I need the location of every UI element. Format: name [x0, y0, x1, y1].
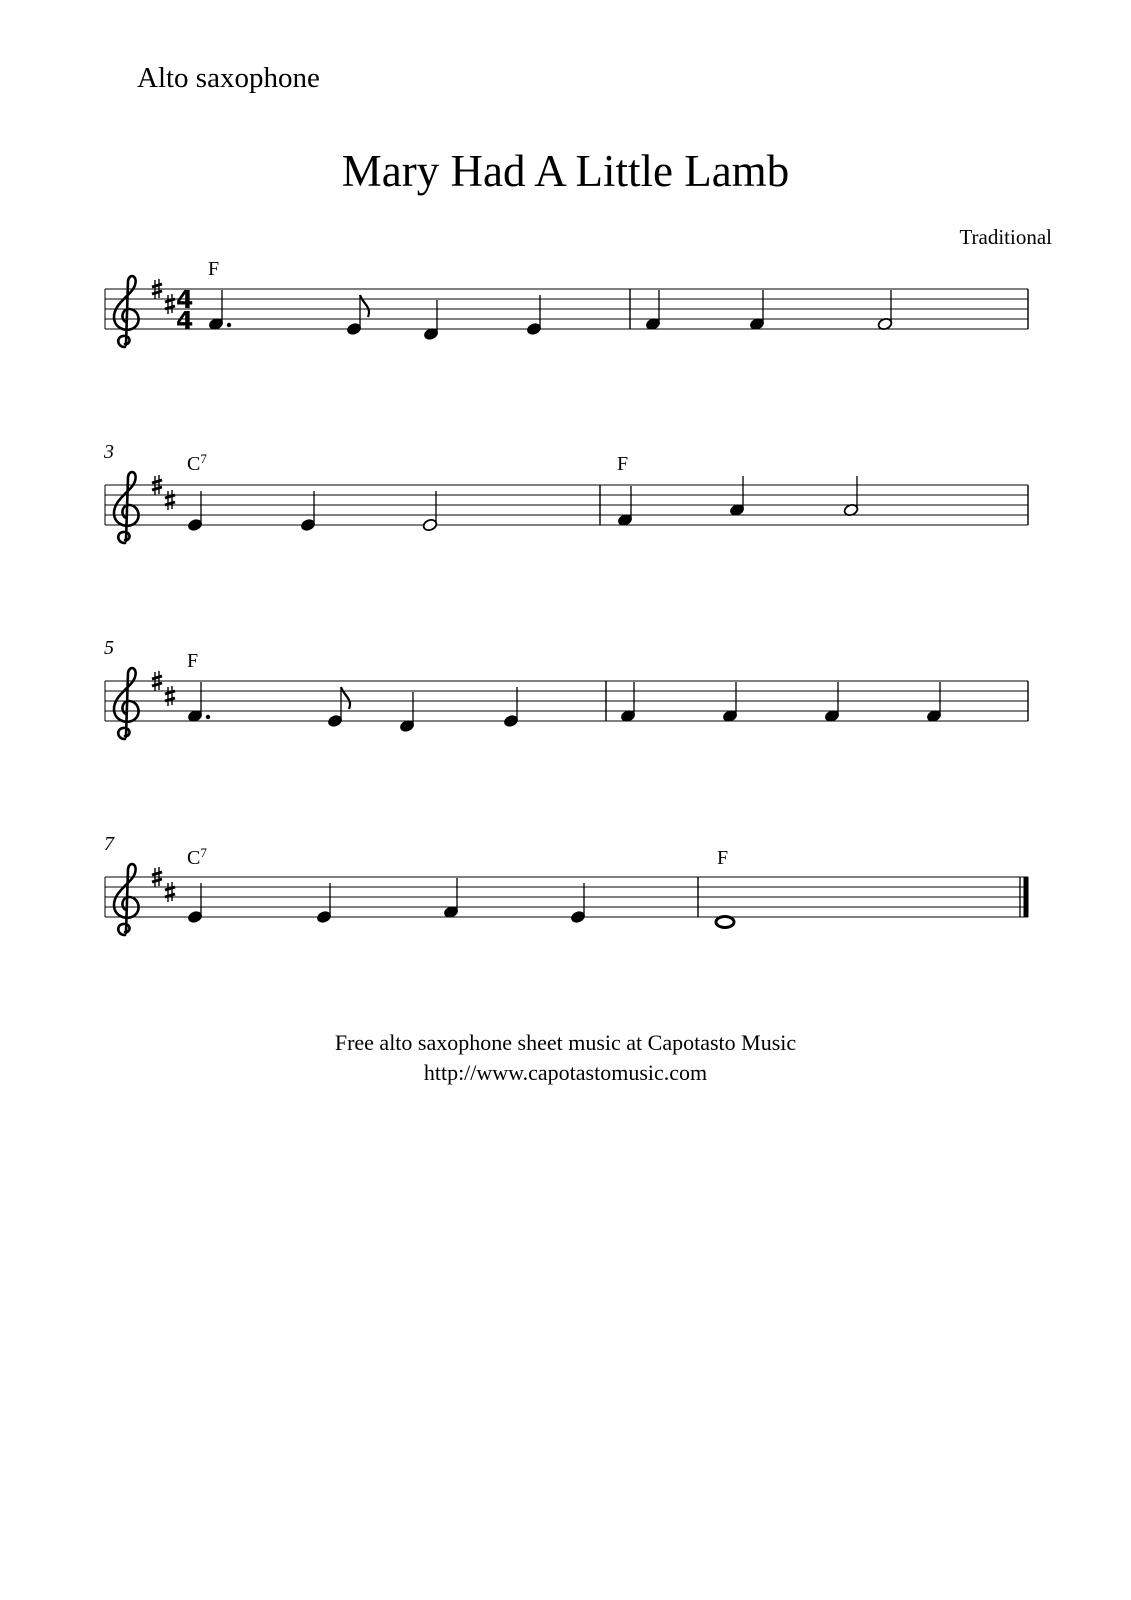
note-quarter	[423, 300, 439, 341]
page-title: Mary Had A Little Lamb	[341, 146, 790, 196]
note-quarter	[399, 692, 415, 733]
note-quarter	[926, 682, 942, 723]
sharp-bar	[152, 480, 162, 483]
chord-symbol: $C^7$	[187, 451, 207, 475]
sharp-bar	[152, 291, 162, 294]
note-quarter	[187, 491, 203, 532]
treble-clef-icon	[114, 864, 139, 935]
note-dotted-quarter	[208, 290, 231, 331]
chord-symbol: F	[208, 258, 220, 280]
note-quarter	[443, 878, 459, 919]
measure-number: 3	[104, 441, 114, 463]
footer-credit: Free alto saxophone sheet music at Capotasto Music	[334, 1030, 797, 1055]
measure-number: 5	[104, 637, 114, 659]
note-quarter	[570, 883, 586, 924]
sharp-icon	[165, 686, 175, 706]
augmentation-dot	[227, 323, 231, 327]
notehead	[716, 917, 734, 928]
note-half	[422, 491, 438, 532]
eighth-flag	[360, 295, 369, 317]
note-quarter	[187, 883, 203, 924]
note-whole	[716, 917, 734, 928]
sharp-bar	[152, 683, 162, 686]
note-dotted-quarter	[187, 682, 210, 723]
note-quarter	[316, 883, 332, 924]
note-eighth	[327, 687, 350, 728]
chord-symbol: F	[617, 453, 629, 475]
time-signature-bottom: 4	[176, 306, 194, 335]
note-half	[877, 290, 893, 331]
note-quarter	[300, 491, 316, 532]
augmentation-dot	[206, 715, 210, 719]
sharp-bar	[152, 872, 162, 875]
chord-symbol: F	[717, 847, 729, 869]
note-quarter	[824, 682, 840, 723]
sharp-icon	[165, 294, 175, 314]
time-signature-top: 4	[176, 285, 194, 314]
treble-clef-icon	[114, 276, 139, 347]
sharp-icon	[165, 490, 175, 510]
sharp-bar	[152, 487, 162, 490]
note-quarter	[620, 682, 636, 723]
note-quarter	[617, 486, 633, 527]
chord-symbol: $C^7$	[187, 845, 207, 869]
composer-label: Traditional	[959, 225, 1052, 249]
note-quarter	[722, 682, 738, 723]
eighth-flag	[341, 687, 350, 709]
sharp-icon	[165, 882, 175, 902]
note-quarter	[729, 476, 745, 517]
treble-clef-icon	[114, 472, 139, 543]
sharp-bar	[152, 284, 162, 287]
note-quarter	[503, 687, 519, 728]
footer	[0, 1028, 1131, 1088]
note-eighth	[346, 295, 369, 336]
note-quarter	[749, 290, 765, 331]
footer-url: http://www.capotastomusic.com	[423, 1060, 708, 1085]
sharp-bar	[152, 676, 162, 679]
instrument-label: Alto saxophone	[137, 62, 320, 94]
chord-symbol: F	[187, 650, 199, 672]
note-quarter	[526, 295, 542, 336]
note-quarter	[645, 290, 661, 331]
sharp-bar	[152, 879, 162, 882]
note-half	[843, 476, 859, 517]
measure-number: 7	[104, 833, 114, 855]
treble-clef-icon	[114, 668, 139, 739]
